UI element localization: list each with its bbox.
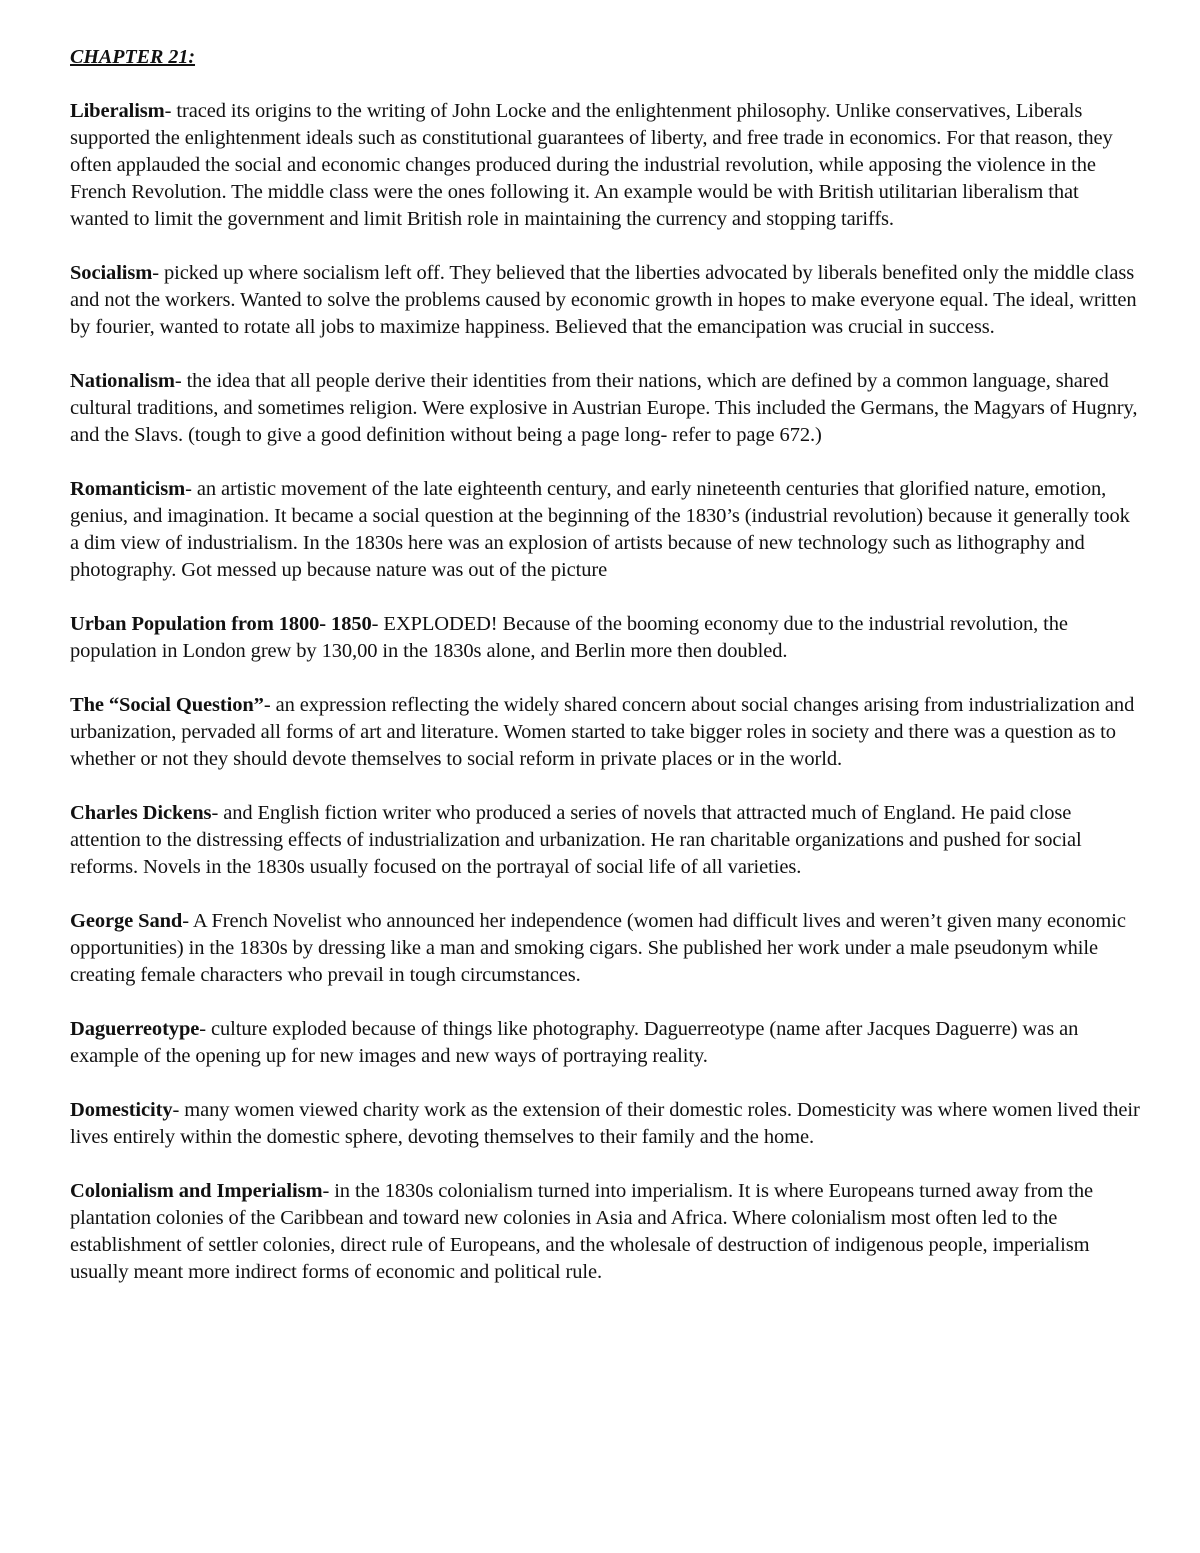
entry-george-sand xyxy=(70,908,1140,989)
entry-socialism xyxy=(70,260,1140,341)
entry-term: Nationalism xyxy=(70,370,175,392)
entry-text: - EXPLODED! Because of the booming economy due to the industrial revolution, the population in London grew by 130,00 in the 1830s alone, and Berlin more then doubled. xyxy=(70,613,1068,662)
entry-romanticism xyxy=(70,476,1140,584)
entry-text: - and English fiction writer who produced a series of novels that attracted much of England. He paid close attention to the distressing effects of industrialization and urbanization. He ran charitable organizations and pushed for social reforms. Novels in the 1830s usually focused on the portrayal of social life of all varieties. xyxy=(70,802,1082,878)
entry-text: - the idea that all people derive their identities from their nations, which are defined by a common language, shared cultural traditions, and sometimes religion. Were explosive in Austrian Europe. This included the Germans, the Magyars of Hugnry, and the Slavs. (tough to give a good definition without being a page long- refer to page 672.) xyxy=(70,370,1138,446)
entry-term: Charles Dickens xyxy=(70,802,212,824)
entry-text: - picked up where socialism left off. They believed that the liberties advocated by liberals benefited only the middle class and not the workers. Wanted to solve the problems caused by economic growth in hopes to make everyone equal. The ideal, written by fourier, wanted to rotate all jobs to maximize happiness. Believed that the emancipation was crucial in success. xyxy=(70,262,1137,338)
entry-text: - A French Novelist who announced her independence (women had difficult lives and weren’t given many economic opportunities) in the 1830s by dressing like a man and smoking cigars. She published her work under a male pseudonym while creating female characters who prevail in tough circumstances. xyxy=(70,910,1126,986)
entry-term: Colonialism and Imperialism xyxy=(70,1180,323,1202)
entry-text: - many women viewed charity work as the extension of their domestic roles. Domesticity was where women lived their lives entirely within the domestic sphere, devoting themselves to their family and the home. xyxy=(70,1099,1140,1148)
entry-term: Daguerreotype xyxy=(70,1018,200,1040)
entry-text: - an expression reflecting the widely shared concern about social changes arising from industrialization and urbanization, pervaded all forms of art and literature. Women started to take bigger roles in society and there was a question as to whether or not they should devote themselves to social reform in private places or in the world. xyxy=(70,694,1135,770)
entry-text: - in the 1830s colonialism turned into imperialism. It is where Europeans turned away from the plantation colonies of the Caribbean and toward new colonies in Asia and Africa. Where colonialism most often led to the establishment of settler colonies, direct rule of Europeans, and the wholesale of destruction of indigenous people, imperialism usually meant more indirect forms of economic and political rule. xyxy=(70,1180,1094,1283)
entry-term: Domesticity xyxy=(70,1099,173,1121)
entry-term: Liberalism xyxy=(70,100,165,122)
entry-colonialism-imperialism xyxy=(70,1178,1140,1286)
entry-daguerreotype xyxy=(70,1016,1140,1070)
entry-term: Romanticism xyxy=(70,478,186,500)
entry-text: - an artistic movement of the late eighteenth century, and early nineteenth centuries that glorified nature, emotion, genius, and imagination. It became a social question at the beginning of the 1830’s (industrial revolution) because it generally took a dim view of industrialism. In the 1830s here was an explosion of artists because of new technology such as lithography and photography. Got messed up because nature was out of the picture xyxy=(70,478,1130,581)
entry-term: George Sand xyxy=(70,910,183,932)
entry-term: The “Social Question” xyxy=(70,694,264,716)
chapter-title: CHAPTER 21: xyxy=(70,46,196,68)
document-page xyxy=(70,44,1140,1313)
entry-term: Socialism xyxy=(70,262,153,284)
entry-term: Urban Population from 1800- 1850 xyxy=(70,613,372,635)
entry-charles-dickens xyxy=(70,800,1140,881)
entry-social-question xyxy=(70,692,1140,773)
entry-text: - culture exploded because of things like photography. Daguerreotype (name after Jacques Daguerre) was an example of the opening up for new images and new ways of portraying reality. xyxy=(70,1018,1079,1067)
entry-urban-population xyxy=(70,611,1140,665)
entry-nationalism xyxy=(70,368,1140,449)
entry-liberalism xyxy=(70,98,1140,233)
entry-domesticity xyxy=(70,1097,1140,1151)
entry-text: - traced its origins to the writing of John Locke and the enlightenment philosophy. Unlike conservatives, Liberals supported the enlightenment ideals such as constitutional guarantees of liberty, and free trade in economics. For that reason, they often applauded the social and economic changes produced during the industrial revolution, while apposing the violence in the French Revolution. The middle class were the ones following it. An example would be with British utilitarian liberalism that wanted to limit the government and limit British role in maintaining the currency and stopping tariffs. xyxy=(70,100,1113,230)
